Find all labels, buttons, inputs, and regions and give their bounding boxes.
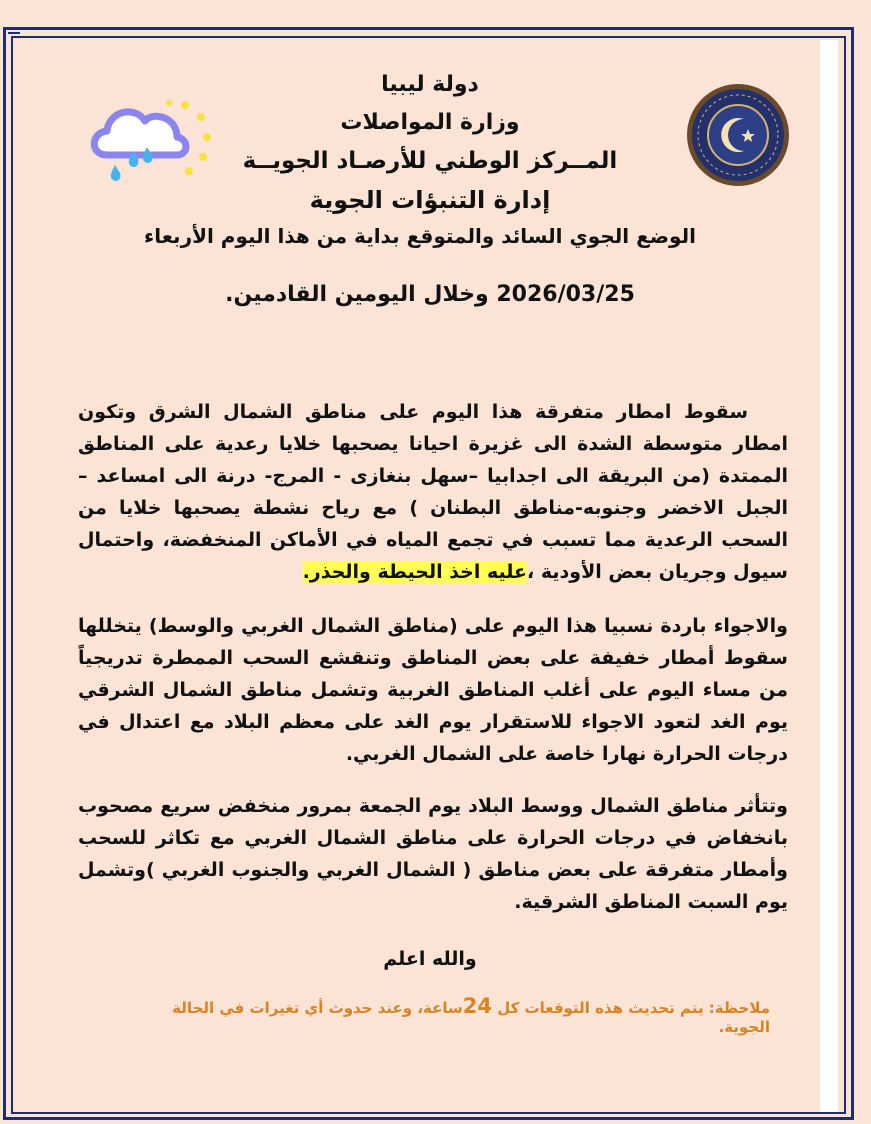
note-text-start: ملاحظة: يتم تحديث هذه التوقعات كل (492, 999, 770, 1017)
warning-highlight: عليه اخذ الحيطة والحذر. (302, 561, 528, 583)
note-text-end: ساعة، وعند حدوث أي تغيرات في الحالة الجوية. (172, 999, 770, 1036)
national-meteorological-center-seal (686, 83, 790, 187)
forecast-paragraph-3: وتتأثر مناطق الشمال ووسط البلاد يوم الجمعة بمرور منخفض سريع مصحوب بانخفاض في درجات الحرارة على مناطق الشمال الغربي مع تكاثر للسحب وأمطار متفرقة على بعض مناطق ( الشمال الغربي والجنوب الغربي )وتشمل يوم السبت المناطق الشرقية. (78, 795, 788, 913)
center-name: المــركز الوطني للأرصـاد الجويــة (242, 148, 618, 174)
closing-phrase: والله اعلم (383, 948, 477, 970)
forecast-paragraph-2: والاجواء باردة نسبيا هذا اليوم على (مناطق الشمال الغربي والوسط) يتخللها سقوط أمطار خفيفة على بعض المناطق وتنقشع السحب الممطرة تدريجياً من مساء اليوم على أغلب المناطق الغربية وتشمل مناطق الشمال الشرقي يوم الغد لتعود الاجواء للاستقرار يوم الغد على معظم البلاد مع اعتدال في درجات الحرارة نهارا خاصة على الشمال الغربي. (78, 615, 788, 765)
report-date-line: 2026/03/25 وخلال اليومين القادمين. (225, 282, 635, 307)
corner-mark (8, 32, 20, 40)
page-margin-strip (820, 40, 838, 1112)
ministry-name: وزارة المواصلات (340, 110, 520, 135)
report-subtitle: الوضع الجوي السائد والمتوقع بداية من هذا اليوم الأربعاء (144, 224, 696, 248)
department-name: إدارة التنبؤات الجوية (309, 186, 551, 214)
country-name: دولة ليبيا (381, 72, 479, 97)
forecast-paragraph-1 (78, 396, 788, 588)
update-note (140, 994, 770, 1036)
note-hours: 24 (462, 994, 492, 1018)
weather-rain-sun-icon (85, 95, 220, 187)
paragraph-1-text: سقوط امطار متفرقة هذا اليوم على مناطق الشمال الشرق وتكون امطار متوسطة الشدة الى غزيرة احيانا يصحبها خلايا رعدية على المناطق الممتدة (من البريقة الى اجدابيا –سهل بنغازى - المرج- درنة الى امساعد –الجبل الاخضر وجنوبه-مناطق البطنان ) مع رياح نشطة يصحبها خلايا من السحب الرعدية مما تسبب في تجمع المياه في الأماكن المنخفضة، واحتمال سيول وجريان بعض الأودية ، (78, 401, 788, 583)
